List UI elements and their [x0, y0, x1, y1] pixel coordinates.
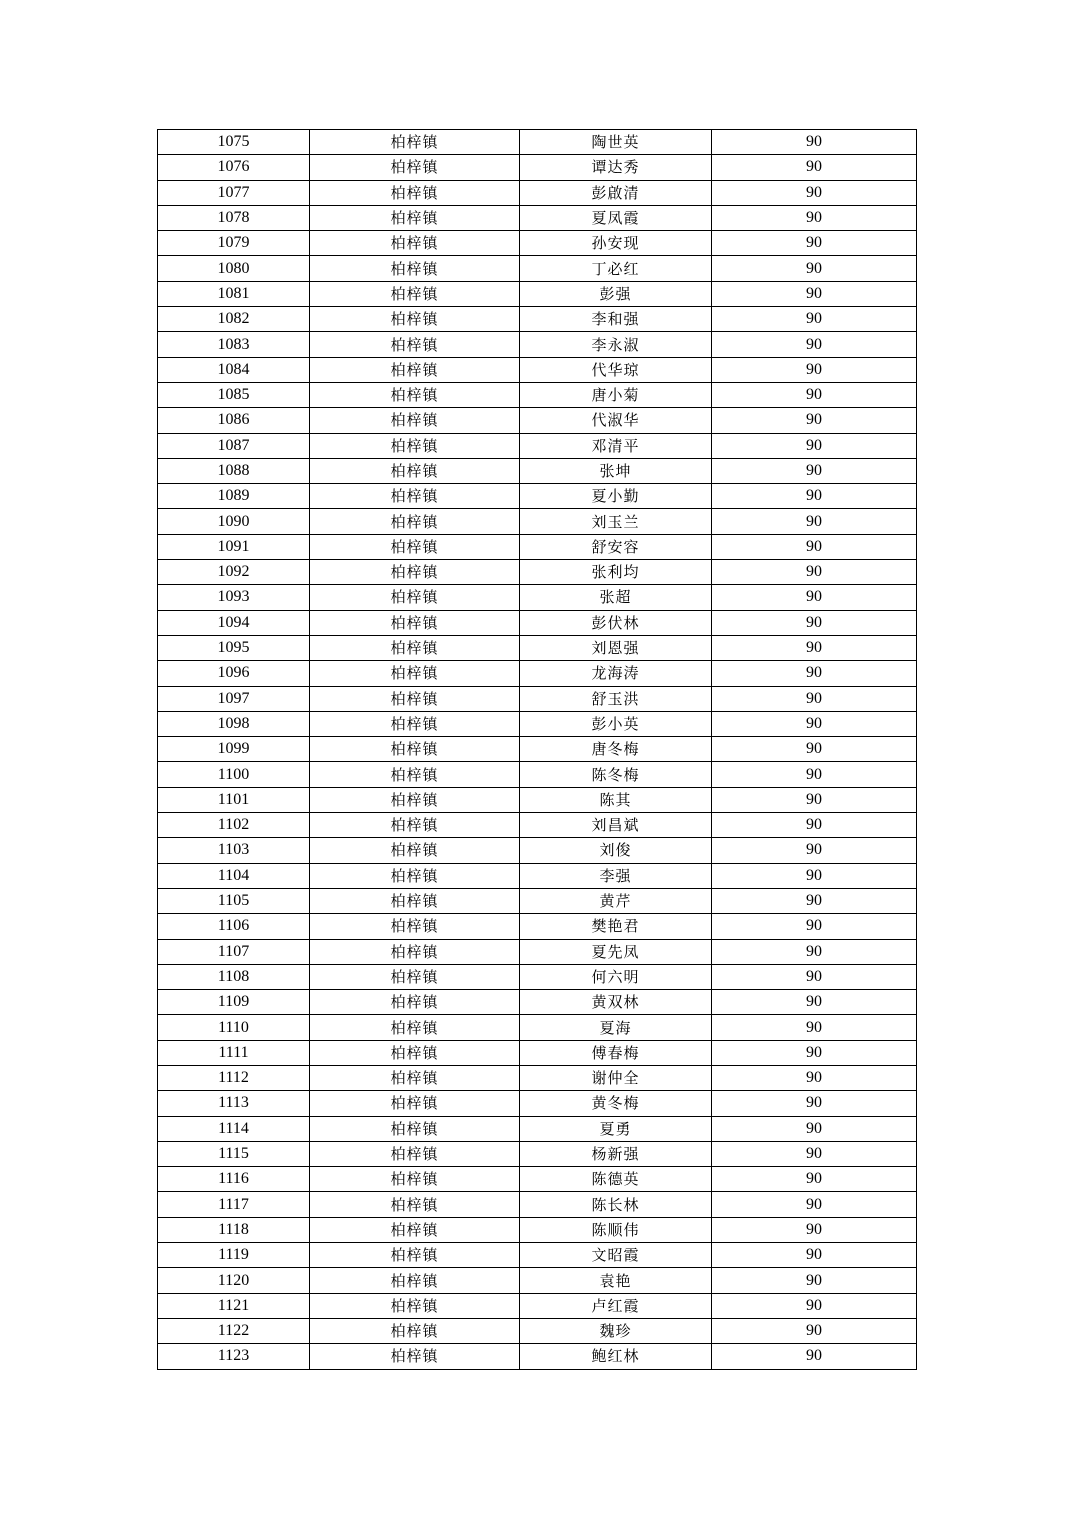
amount-cell: 90 — [712, 1268, 917, 1293]
amount-cell: 90 — [712, 155, 917, 180]
name-cell: 陈德英 — [520, 1167, 712, 1192]
row-number-cell: 1091 — [158, 534, 310, 559]
amount-cell: 90 — [712, 787, 917, 812]
row-number-cell: 1093 — [158, 585, 310, 610]
table-row — [158, 1065, 917, 1090]
table-row — [158, 635, 917, 660]
table-row — [158, 1040, 917, 1065]
amount-cell: 90 — [712, 205, 917, 230]
name-cell: 鲍红林 — [520, 1344, 712, 1369]
amount-cell: 90 — [712, 560, 917, 585]
town-cell: 柏梓镇 — [310, 1217, 520, 1242]
table-row — [158, 560, 917, 585]
name-cell: 袁艳 — [520, 1268, 712, 1293]
amount-cell: 90 — [712, 408, 917, 433]
amount-cell: 90 — [712, 357, 917, 382]
town-cell: 柏梓镇 — [310, 838, 520, 863]
row-number-cell: 1099 — [158, 737, 310, 762]
name-cell: 代淑华 — [520, 408, 712, 433]
name-cell: 谭达秀 — [520, 155, 712, 180]
amount-cell: 90 — [712, 1040, 917, 1065]
amount-cell: 90 — [712, 130, 917, 155]
town-cell: 柏梓镇 — [310, 1141, 520, 1166]
name-cell: 夏勇 — [520, 1116, 712, 1141]
amount-cell: 90 — [712, 433, 917, 458]
table-row — [158, 1293, 917, 1318]
row-number-cell: 1102 — [158, 813, 310, 838]
row-number-cell: 1114 — [158, 1116, 310, 1141]
row-number-cell: 1090 — [158, 509, 310, 534]
table-row — [158, 484, 917, 509]
row-number-cell: 1118 — [158, 1217, 310, 1242]
town-cell: 柏梓镇 — [310, 1293, 520, 1318]
row-number-cell: 1081 — [158, 281, 310, 306]
amount-cell: 90 — [712, 1167, 917, 1192]
name-cell: 张利均 — [520, 560, 712, 585]
table-row — [158, 357, 917, 382]
town-cell: 柏梓镇 — [310, 1167, 520, 1192]
amount-cell: 90 — [712, 1318, 917, 1343]
amount-cell: 90 — [712, 635, 917, 660]
amount-cell: 90 — [712, 1091, 917, 1116]
amount-cell: 90 — [712, 307, 917, 332]
table-row — [158, 307, 917, 332]
data-table — [157, 129, 917, 1370]
row-number-cell: 1100 — [158, 762, 310, 787]
name-cell: 夏海 — [520, 1015, 712, 1040]
table-row — [158, 1318, 917, 1343]
row-number-cell: 1109 — [158, 990, 310, 1015]
row-number-cell: 1079 — [158, 231, 310, 256]
name-cell: 黄芹 — [520, 888, 712, 913]
amount-cell: 90 — [712, 256, 917, 281]
name-cell: 夏凤霞 — [520, 205, 712, 230]
town-cell: 柏梓镇 — [310, 610, 520, 635]
town-cell: 柏梓镇 — [310, 585, 520, 610]
row-number-cell: 1104 — [158, 863, 310, 888]
name-cell: 陈其 — [520, 787, 712, 812]
table-row — [158, 1116, 917, 1141]
row-number-cell: 1103 — [158, 838, 310, 863]
row-number-cell: 1097 — [158, 686, 310, 711]
town-cell: 柏梓镇 — [310, 534, 520, 559]
table-row — [158, 863, 917, 888]
name-cell: 夏先凤 — [520, 939, 712, 964]
amount-cell: 90 — [712, 888, 917, 913]
amount-cell: 90 — [712, 281, 917, 306]
row-number-cell: 1084 — [158, 357, 310, 382]
amount-cell: 90 — [712, 1116, 917, 1141]
town-cell: 柏梓镇 — [310, 560, 520, 585]
amount-cell: 90 — [712, 231, 917, 256]
row-number-cell: 1119 — [158, 1243, 310, 1268]
table-row — [158, 939, 917, 964]
row-number-cell: 1077 — [158, 180, 310, 205]
table-row — [158, 610, 917, 635]
amount-cell: 90 — [712, 534, 917, 559]
row-number-cell: 1096 — [158, 661, 310, 686]
name-cell: 卢红霞 — [520, 1293, 712, 1318]
amount-cell: 90 — [712, 1217, 917, 1242]
table-row — [158, 1015, 917, 1040]
table-row — [158, 1243, 917, 1268]
row-number-cell: 1082 — [158, 307, 310, 332]
table-row — [158, 1167, 917, 1192]
amount-cell: 90 — [712, 1141, 917, 1166]
town-cell: 柏梓镇 — [310, 509, 520, 534]
amount-cell: 90 — [712, 180, 917, 205]
name-cell: 黄冬梅 — [520, 1091, 712, 1116]
name-cell: 李永淑 — [520, 332, 712, 357]
table-row — [158, 585, 917, 610]
amount-cell: 90 — [712, 813, 917, 838]
name-cell: 陈长林 — [520, 1192, 712, 1217]
row-number-cell: 1106 — [158, 914, 310, 939]
table-row — [158, 155, 917, 180]
town-cell: 柏梓镇 — [310, 484, 520, 509]
town-cell: 柏梓镇 — [310, 787, 520, 812]
amount-cell: 90 — [712, 1344, 917, 1369]
table-row — [158, 231, 917, 256]
name-cell: 邓清平 — [520, 433, 712, 458]
table-row — [158, 1344, 917, 1369]
amount-cell: 90 — [712, 585, 917, 610]
row-number-cell: 1078 — [158, 205, 310, 230]
row-number-cell: 1094 — [158, 610, 310, 635]
table-row — [158, 686, 917, 711]
table-row — [158, 787, 917, 812]
town-cell: 柏梓镇 — [310, 1091, 520, 1116]
row-number-cell: 1113 — [158, 1091, 310, 1116]
town-cell: 柏梓镇 — [310, 281, 520, 306]
row-number-cell: 1101 — [158, 787, 310, 812]
row-number-cell: 1121 — [158, 1293, 310, 1318]
name-cell: 刘玉兰 — [520, 509, 712, 534]
table-row — [158, 1268, 917, 1293]
town-cell: 柏梓镇 — [310, 357, 520, 382]
amount-cell: 90 — [712, 939, 917, 964]
table-row — [158, 1192, 917, 1217]
table-row — [158, 1141, 917, 1166]
table-row — [158, 964, 917, 989]
amount-cell: 90 — [712, 990, 917, 1015]
town-cell: 柏梓镇 — [310, 914, 520, 939]
name-cell: 魏珍 — [520, 1318, 712, 1343]
row-number-cell: 1089 — [158, 484, 310, 509]
table-row — [158, 382, 917, 407]
table-row — [158, 458, 917, 483]
table-row — [158, 762, 917, 787]
name-cell: 张坤 — [520, 458, 712, 483]
row-number-cell: 1116 — [158, 1167, 310, 1192]
town-cell: 柏梓镇 — [310, 964, 520, 989]
name-cell: 孙安现 — [520, 231, 712, 256]
amount-cell: 90 — [712, 964, 917, 989]
name-cell: 陈顺伟 — [520, 1217, 712, 1242]
town-cell: 柏梓镇 — [310, 686, 520, 711]
amount-cell: 90 — [712, 914, 917, 939]
amount-cell: 90 — [712, 1015, 917, 1040]
amount-cell: 90 — [712, 509, 917, 534]
name-cell: 唐冬梅 — [520, 737, 712, 762]
town-cell: 柏梓镇 — [310, 130, 520, 155]
amount-cell: 90 — [712, 1293, 917, 1318]
amount-cell: 90 — [712, 484, 917, 509]
row-number-cell: 1092 — [158, 560, 310, 585]
name-cell: 彭强 — [520, 281, 712, 306]
row-number-cell: 1120 — [158, 1268, 310, 1293]
row-number-cell: 1095 — [158, 635, 310, 660]
table-row — [158, 433, 917, 458]
name-cell: 舒安容 — [520, 534, 712, 559]
town-cell: 柏梓镇 — [310, 1116, 520, 1141]
town-cell: 柏梓镇 — [310, 180, 520, 205]
table-row — [158, 914, 917, 939]
table-row — [158, 408, 917, 433]
town-cell: 柏梓镇 — [310, 635, 520, 660]
name-cell: 李和强 — [520, 307, 712, 332]
town-cell: 柏梓镇 — [310, 205, 520, 230]
table-row — [158, 813, 917, 838]
amount-cell: 90 — [712, 458, 917, 483]
row-number-cell: 1088 — [158, 458, 310, 483]
table-row — [158, 838, 917, 863]
amount-cell: 90 — [712, 332, 917, 357]
table-row — [158, 737, 917, 762]
row-number-cell: 1075 — [158, 130, 310, 155]
table-row — [158, 888, 917, 913]
amount-cell: 90 — [712, 762, 917, 787]
town-cell: 柏梓镇 — [310, 863, 520, 888]
town-cell: 柏梓镇 — [310, 332, 520, 357]
table-row — [158, 711, 917, 736]
table-row — [158, 205, 917, 230]
name-cell: 傅春梅 — [520, 1040, 712, 1065]
amount-cell: 90 — [712, 610, 917, 635]
town-cell: 柏梓镇 — [310, 1015, 520, 1040]
town-cell: 柏梓镇 — [310, 433, 520, 458]
name-cell: 夏小勤 — [520, 484, 712, 509]
amount-cell: 90 — [712, 838, 917, 863]
name-cell: 彭小英 — [520, 711, 712, 736]
row-number-cell: 1111 — [158, 1040, 310, 1065]
amount-cell: 90 — [712, 1192, 917, 1217]
name-cell: 何六明 — [520, 964, 712, 989]
name-cell: 彭啟清 — [520, 180, 712, 205]
name-cell: 文昭霞 — [520, 1243, 712, 1268]
name-cell: 李强 — [520, 863, 712, 888]
amount-cell: 90 — [712, 686, 917, 711]
town-cell: 柏梓镇 — [310, 382, 520, 407]
row-number-cell: 1080 — [158, 256, 310, 281]
town-cell: 柏梓镇 — [310, 231, 520, 256]
row-number-cell: 1098 — [158, 711, 310, 736]
amount-cell: 90 — [712, 863, 917, 888]
name-cell: 舒玉洪 — [520, 686, 712, 711]
town-cell: 柏梓镇 — [310, 256, 520, 281]
name-cell: 彭伏林 — [520, 610, 712, 635]
row-number-cell: 1110 — [158, 1015, 310, 1040]
row-number-cell: 1112 — [158, 1065, 310, 1090]
table-row — [158, 1091, 917, 1116]
table-row — [158, 130, 917, 155]
town-cell: 柏梓镇 — [310, 737, 520, 762]
name-cell: 杨新强 — [520, 1141, 712, 1166]
name-cell: 代华琼 — [520, 357, 712, 382]
row-number-cell: 1115 — [158, 1141, 310, 1166]
row-number-cell: 1086 — [158, 408, 310, 433]
row-number-cell: 1117 — [158, 1192, 310, 1217]
name-cell: 刘俊 — [520, 838, 712, 863]
name-cell: 陶世英 — [520, 130, 712, 155]
town-cell: 柏梓镇 — [310, 1065, 520, 1090]
name-cell: 黄双林 — [520, 990, 712, 1015]
town-cell: 柏梓镇 — [310, 408, 520, 433]
table-row — [158, 180, 917, 205]
town-cell: 柏梓镇 — [310, 1318, 520, 1343]
town-cell: 柏梓镇 — [310, 1040, 520, 1065]
amount-cell: 90 — [712, 737, 917, 762]
town-cell: 柏梓镇 — [310, 1268, 520, 1293]
town-cell: 柏梓镇 — [310, 711, 520, 736]
town-cell: 柏梓镇 — [310, 813, 520, 838]
name-cell: 谢仲全 — [520, 1065, 712, 1090]
row-number-cell: 1123 — [158, 1344, 310, 1369]
row-number-cell: 1085 — [158, 382, 310, 407]
table-row — [158, 256, 917, 281]
row-number-cell: 1105 — [158, 888, 310, 913]
table-row — [158, 534, 917, 559]
town-cell: 柏梓镇 — [310, 1243, 520, 1268]
table-row — [158, 1217, 917, 1242]
table-body — [158, 130, 917, 1370]
town-cell: 柏梓镇 — [310, 155, 520, 180]
town-cell: 柏梓镇 — [310, 1192, 520, 1217]
town-cell: 柏梓镇 — [310, 307, 520, 332]
amount-cell: 90 — [712, 1243, 917, 1268]
table-row — [158, 509, 917, 534]
name-cell: 陈冬梅 — [520, 762, 712, 787]
name-cell: 樊艳君 — [520, 914, 712, 939]
row-number-cell: 1122 — [158, 1318, 310, 1343]
table-row — [158, 990, 917, 1015]
town-cell: 柏梓镇 — [310, 888, 520, 913]
name-cell: 刘恩强 — [520, 635, 712, 660]
town-cell: 柏梓镇 — [310, 990, 520, 1015]
amount-cell: 90 — [712, 661, 917, 686]
name-cell: 张超 — [520, 585, 712, 610]
name-cell: 刘昌斌 — [520, 813, 712, 838]
amount-cell: 90 — [712, 382, 917, 407]
row-number-cell: 1107 — [158, 939, 310, 964]
table-row — [158, 661, 917, 686]
row-number-cell: 1076 — [158, 155, 310, 180]
amount-cell: 90 — [712, 1065, 917, 1090]
name-cell: 唐小菊 — [520, 382, 712, 407]
table-row — [158, 281, 917, 306]
town-cell: 柏梓镇 — [310, 939, 520, 964]
town-cell: 柏梓镇 — [310, 458, 520, 483]
town-cell: 柏梓镇 — [310, 661, 520, 686]
town-cell: 柏梓镇 — [310, 1344, 520, 1369]
name-cell: 丁必红 — [520, 256, 712, 281]
row-number-cell: 1083 — [158, 332, 310, 357]
table-row — [158, 332, 917, 357]
row-number-cell: 1108 — [158, 964, 310, 989]
amount-cell: 90 — [712, 711, 917, 736]
town-cell: 柏梓镇 — [310, 762, 520, 787]
row-number-cell: 1087 — [158, 433, 310, 458]
name-cell: 龙海涛 — [520, 661, 712, 686]
